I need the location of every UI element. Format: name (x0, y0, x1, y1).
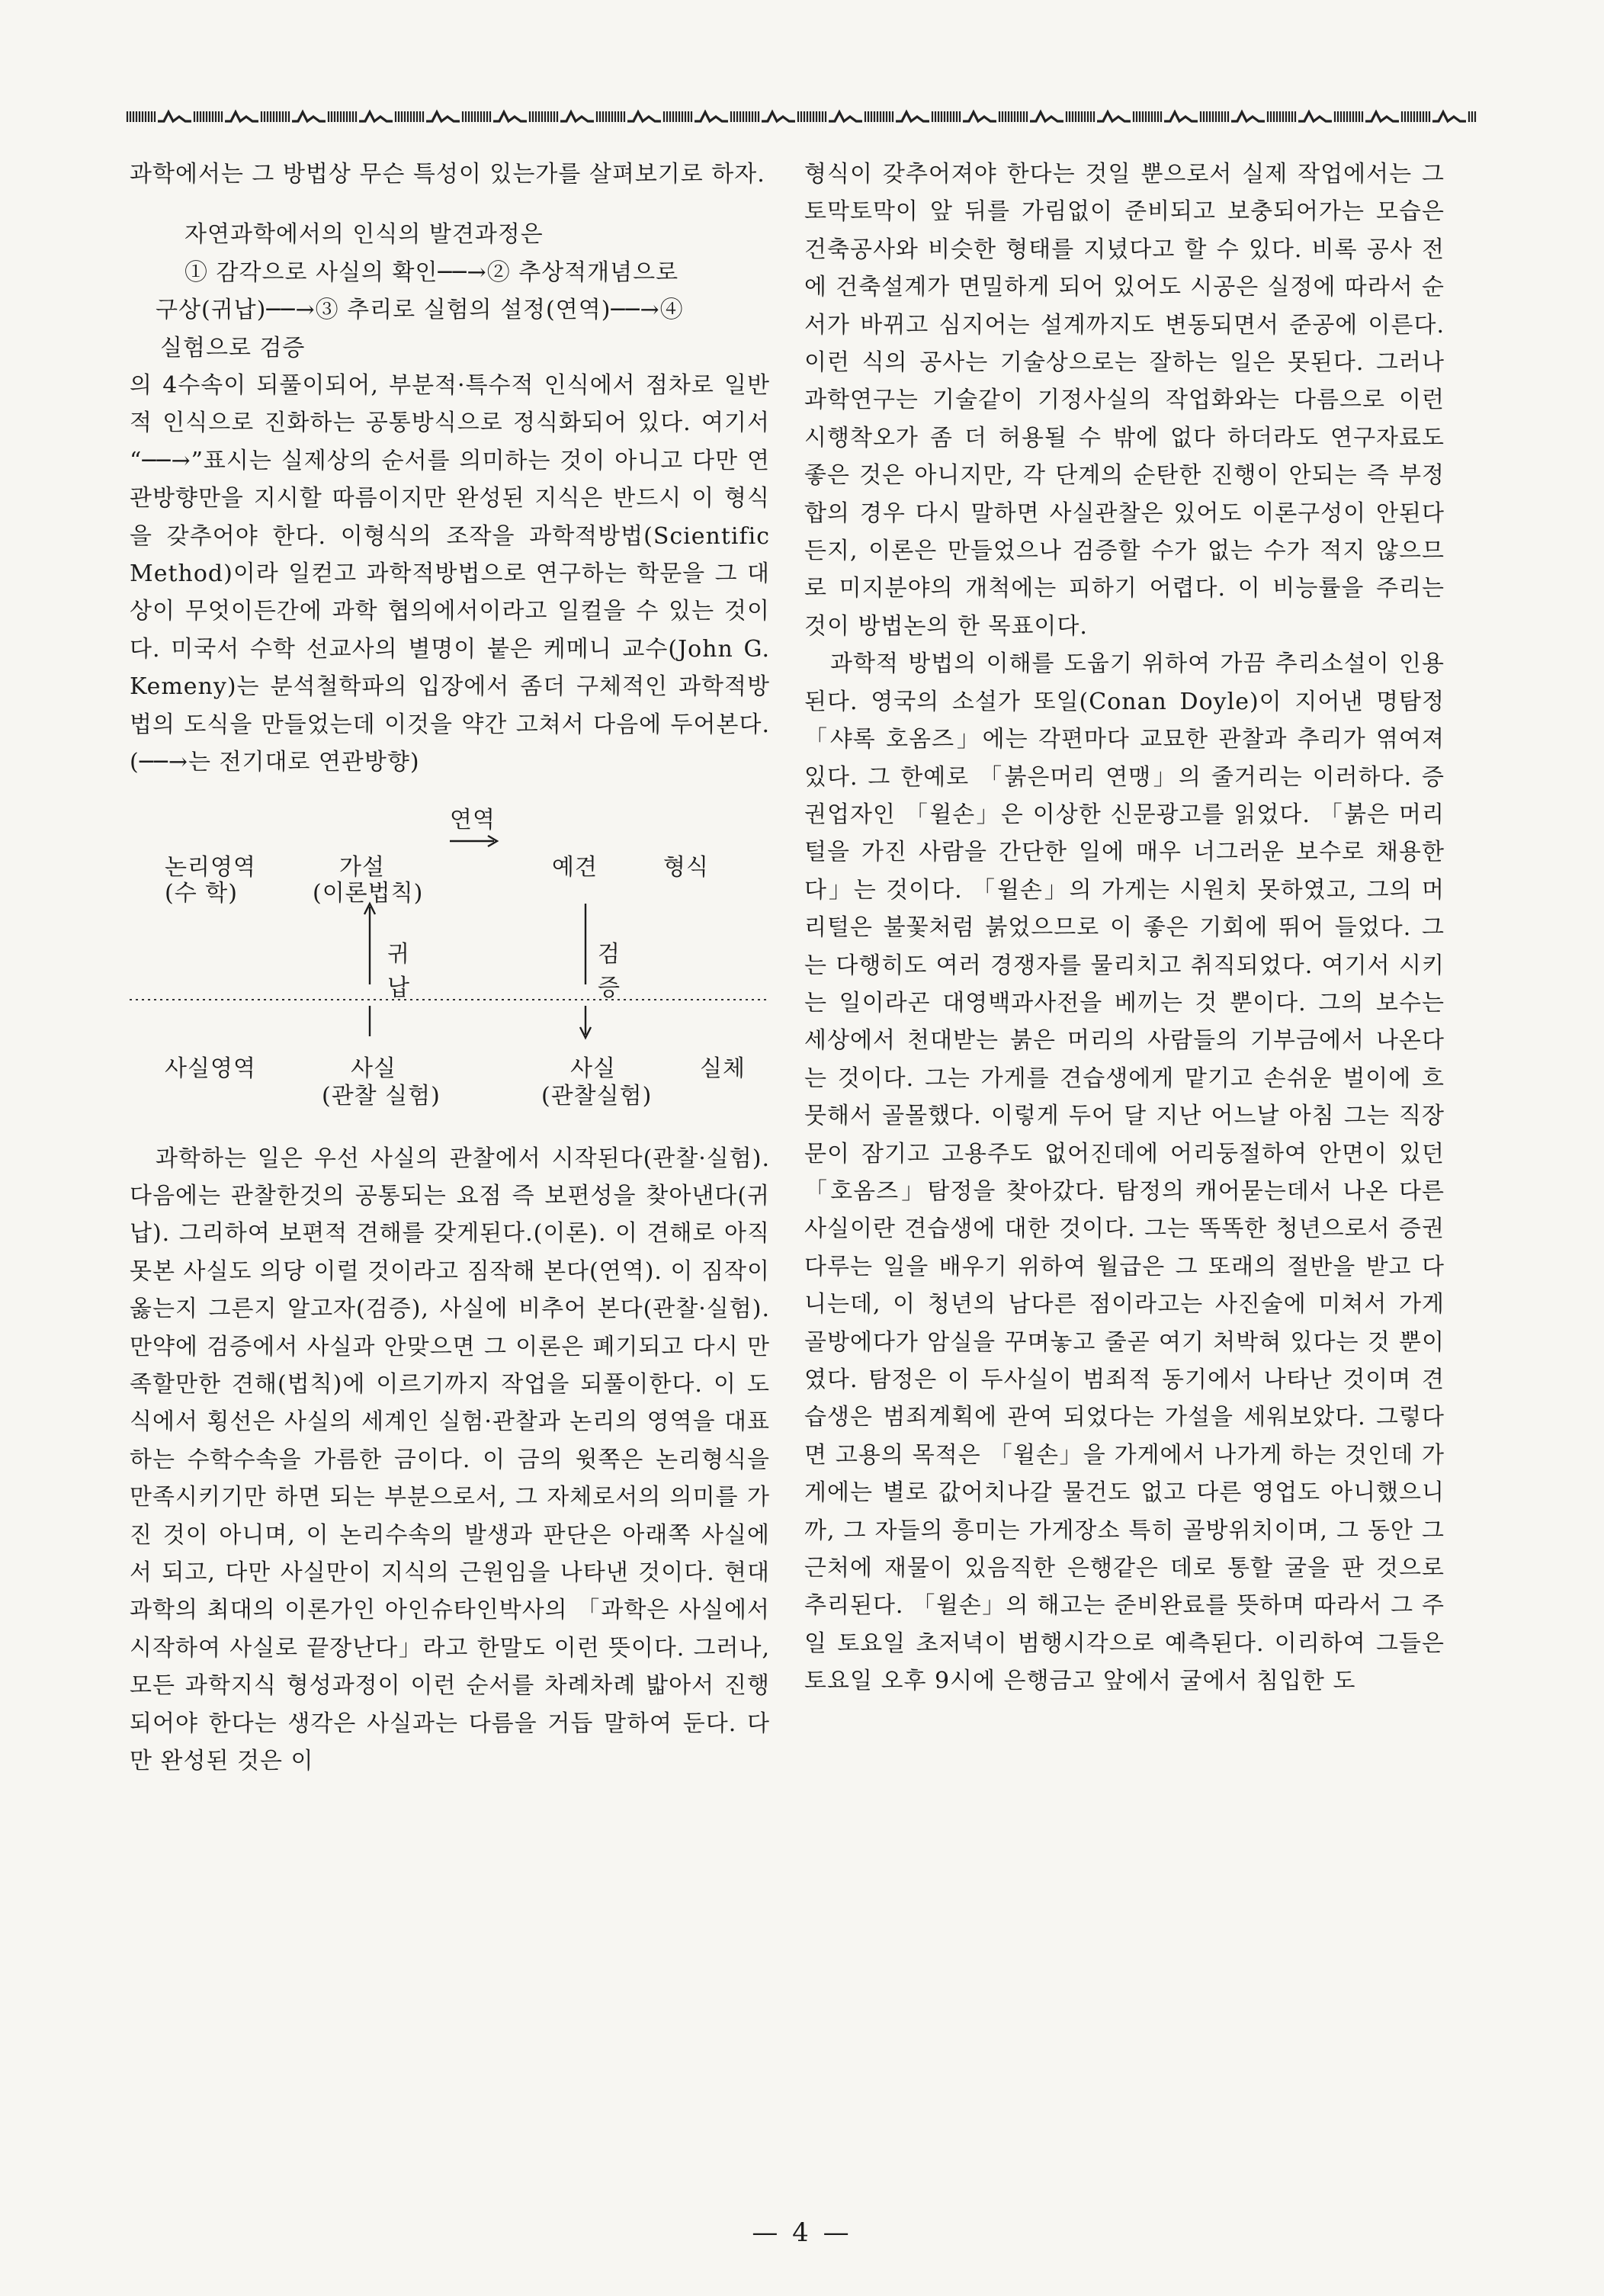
label-logic-area-sub: (수 학) (165, 879, 238, 907)
label-fact-area: 사실영역 (165, 1055, 256, 1082)
scientific-method-diagram (130, 792, 770, 1128)
discovery-steps (130, 216, 770, 367)
label-deduction: 연역 (450, 806, 496, 833)
label-logic-area: 논리영역 (165, 853, 256, 881)
label-form: 형식 (663, 853, 709, 881)
label-hypothesis: 가설 (339, 853, 385, 881)
step-line-3: 실험으로 검증 (160, 334, 306, 361)
label-fact-left: 사실 (351, 1055, 396, 1082)
label-fact-right-sub: (관찰실험) (541, 1082, 653, 1109)
label-verification-2: 증 (598, 974, 621, 1001)
paragraph-method: 의 4수속이 되풀이되어, 부분적·특수적 인식에서 점차로 일반적 인식으로 진화하는 공통방식으로 정식화되어 있다. 여기서 “──→”표시는 실제상의 순서를 의미하는 것이 아니고 다만 연관방향만을 지시할 따름이지만 완성된 지식은 반드시 이 형식을 갖추어야 한다. 이형식의 조작을 과학적방법(Scientific Method)이라 일컫고 과학적방법으로 연구하는 학문을 그 대상이 무엇이든간에 과학 협의에서이라고 일컬을 수 있는 것이다. 미국서 수학 선교사의 별명이 붙은 케메니 교수(John G. Kemeny)는 분석철학파의 입장에서 좀더 구체적인 과학적방법의 도식을 만들었는데 이것을 약간 고쳐서 다음에 두어본다.(──→는 전기대로 연관방향) (130, 372, 770, 776)
label-fact-right: 사실 (570, 1055, 616, 1082)
label-hypothesis-sub: (이론법칙) (313, 879, 424, 907)
step-line-2: 구상(귀납)──→③ 추리로 실험의 설정(연역)──→④ (156, 297, 684, 324)
step-line-1: ① 감각으로 사실의 확인──→② 추상적개념으로 (184, 259, 679, 286)
label-fact-left-sub: (관찰 실험) (322, 1082, 441, 1109)
right-column (804, 156, 1445, 1700)
left-column (130, 156, 770, 1780)
label-verification-1: 검 (598, 940, 621, 968)
page-number: — 4 — (752, 2217, 852, 2248)
paragraph-detective-story: 과학적 방법의 이해를 도웁기 위하여 가끔 추리소설이 인용된다. 영국의 소설가 또일(Conan Doyle)이 지어낸 명탐정 「샤록 호옴즈」에는 각편마다 교묘한 관찰과 추리가 엮여져 있다. 그 한예로 「붉은머리 연맹」의 줄거리는 이러하다. 증권업자인 「윌손」은 이상한 신문광고를 읽었다. 「붉은 머리털을 가진 사람을 간단한 일에 매우 너그러운 보수로 채용한다」는 것이다. 「윌손」의 가게는 시원치 못하였고, 그의 머리털은 불꽃처럼 붉었으므로 이 좋은 기회에 뛰어 들었다. 그는 다행히도 여러 경쟁자를 물리치고 취직되었다. 여기서 시키는 일이라곤 대영백과사전을 베끼는 것 뿐이다. 그의 보수는 세상에서 천대받는 붉은 머리의 사람들의 기부금에서 나온다는 것이다. 그는 가게를 견습생에게 맡기고 손쉬운 벌이에 흐뭇해서 골몰했다. 이렇게 두어 달 지난 어느날 아침 그는 직장문이 잠기고 고용주도 없어진데에 어리둥절하여 안면이 있던 「호옴즈」탐정을 찾아갔다. 탐정의 캐어묻는데서 나온 다른 사실이란 견습생에 대한 것이다. 그는 똑똑한 청년으로서 증권다루는 일을 배우기 위하여 월급은 그 또래의 절반을 받고 다니는데, 이 청년의 남다른 점이라고는 사진술에 미쳐서 가게 골방에다가 암실을 꾸며놓고 줄곧 여기 처박혀 있다는 것 뿐이였다. 탐정은 이 두사실이 범죄적 동기에서 나타난 것이며 견습생은 범죄계획에 관여 되었다는 가설을 세워보았다. 그렇다면 고용의 목적은 「윌손」을 가게에서 나가게 하는 것인데 가게에는 별로 값어치나갈 물건도 없고 다른 영업도 아니했으니까, 그 자들의 흥미는 가게장소 특히 골방위치이며, 그 동안 그 근처에 재물이 있음직한 은행같은 데로 통할 굴을 판 것으로 추리된다. 「윌손」의 해고는 준비완료를 뜻하며 따라서 그 주일 토요일 초저녁이 범행시각으로 예측된다. 이리하여 그들은 토요일 오후 9시에 은행금고 앞에서 굴에서 침입한 도 (804, 650, 1445, 1695)
label-substance: 실체 (700, 1055, 746, 1082)
paragraph-intro: 과학에서는 그 방법상 무슨 특성이 있는가를 살펴보기로 하자. (130, 161, 765, 188)
label-induction-2: 납 (387, 974, 410, 1001)
decorative-border (126, 105, 1477, 125)
paragraph-construction: 형식이 갖추어져야 한다는 것일 뿐으로서 실제 작업에서는 그 토막토막이 앞 뒤를 가림없이 준비되고 보충되어가는 모습은 건축공사와 비슷한 형태를 지녔다고 할 수 있다. 비록 공사 전에 건축설계가 면밀하게 되어 있어도 시공은 실정에 따라서 순서가 바뀌고 심지어는 설계까지도 변동되면서 준공에 이른다. 이런 식의 공사는 기술상으로는 잘하는 일은 못된다. 그러나 과학연구는 기술같이 기정사실의 작업화와는 다름으로 이런 시행착오가 좀 더 허용될 수 밖에 없다 하더라도 연구자료도 좋은 것은 아니지만, 각 단계의 순탄한 진행이 안되는 즉 부정합의 경우 다시 말하면 사실관찰은 있어도 이론구성이 안된다든지, 이론은 만들었으나 검증할 수가 없는 수가 적지 않으므로 미지분야의 개척에는 피하기 어렵다. 이 비능률을 주리는 것이 방법논의 한 목표이다. (804, 161, 1445, 640)
label-induction-1: 귀 (387, 940, 410, 968)
paragraph-explanation: 과학하는 일은 우선 사실의 관찰에서 시작된다(관찰·실험). 다음에는 관찰한것의 공통되는 요점 즉 보편성을 찾아낸다(귀납). 그리하여 보편적 견해를 갖게된다.(이론). 이 견해로 아직 못본 사실도 의당 이럴 것이라고 짐작해 본다(연역). 이 짐작이 옳는지 그른지 알고자(검증), 사실에 비추어 본다(관찰·실험). 만약에 검증에서 사실과 안맞으면 그 이론은 폐기되고 다시 만족할만한 견해(법칙)에 이르기까지 작업을 되풀이한다. 이 도식에서 횡선은 사실의 세계인 실험·관찰과 논리의 영역을 대표하는 수학수속을 가름한 금이다. 이 금의 윗쪽은 논리형식을 만족시키기만 하면 되는 부분으로서, 그 자체로서의 의미를 가진 것이 아니며, 이 논리수속의 발생과 판단은 아래쪽 사실에서 되고, 다만 사실만이 지식의 근원임을 나타낸 것이다. 현대과학의 최대의 이론가인 아인슈타인박사의 「과학은 사실에서 시작하여 사실로 끝장난다」라고 한말도 이런 뜻이다. 그러나, 모든 과학지식 형성과정이 이런 순서를 차례차례 밟아서 진행되어야 한다는 생각은 사실과는 다름을 거듭 말하여 둔다. 다만 완성된 것은 이 (130, 1145, 770, 1774)
label-prediction: 예견 (552, 853, 598, 881)
steps-intro: 자연과학에서의 인식의 발견과정은 (184, 221, 544, 249)
